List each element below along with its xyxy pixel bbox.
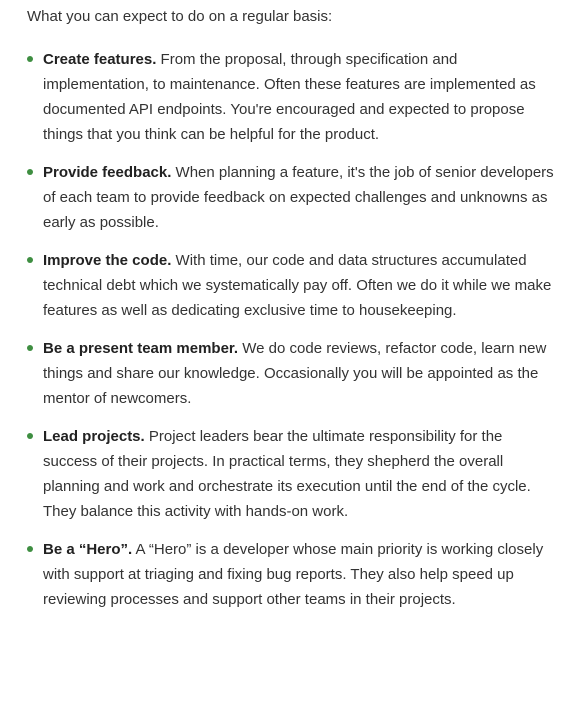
item-text: We do code reviews, refactor code, learn new things and share our knowledge. Occasionally you will be appointed as the mentor of newcomers. — [43, 340, 547, 407]
item-title: Lead projects. — [43, 428, 145, 445]
item-text: With time, our code and data structures accumulated technical debt which we systematically pay off. Often we do it while we make features as well as dedicating exclusive time to housekeeping. — [43, 252, 552, 319]
item-text: Project leaders bear the ultimate responsibility for the success of their projects. In practical terms, they shepherd the overall planning and work and orchestrate its execution until the end of the cycle. They balance this activity with hands-on work. — [43, 428, 531, 520]
bullet-icon — [27, 345, 33, 351]
bullet-icon — [27, 56, 33, 62]
item-text: When planning a feature, it's the job of senior developers of each team to provide feedback on expected challenges and unknowns as early as possible. — [43, 164, 554, 231]
list-item — [27, 160, 557, 235]
list-item — [27, 336, 557, 411]
item-title: Improve the code. — [43, 252, 172, 269]
item-text: From the proposal, through specification and implementation, to maintenance. Often these features are implemented as documented API endpoints. You're encouraged and expected to propose things that you think can be helpful for the product. — [43, 51, 536, 143]
bullet-icon — [27, 433, 33, 439]
list-item — [27, 248, 557, 323]
item-text: A “Hero” is a developer whose main priority is working closely with support at triaging and fixing bug reports. They also help speed up reviewing processes and support other teams in their projects. — [43, 541, 544, 608]
list-item — [27, 537, 557, 612]
bullet-icon — [27, 169, 33, 175]
list-item — [27, 47, 557, 147]
list-item — [27, 424, 557, 524]
item-title: Provide feedback. — [43, 164, 172, 181]
item-title: Be a present team member. — [43, 340, 239, 357]
item-title: Create features. — [43, 51, 157, 68]
responsibilities-list — [27, 47, 557, 612]
item-title: Be a “Hero”. — [43, 541, 133, 558]
bullet-icon — [27, 257, 33, 263]
bullet-icon — [27, 546, 33, 552]
intro-text: What you can expect to do on a regular basis: — [27, 8, 333, 25]
